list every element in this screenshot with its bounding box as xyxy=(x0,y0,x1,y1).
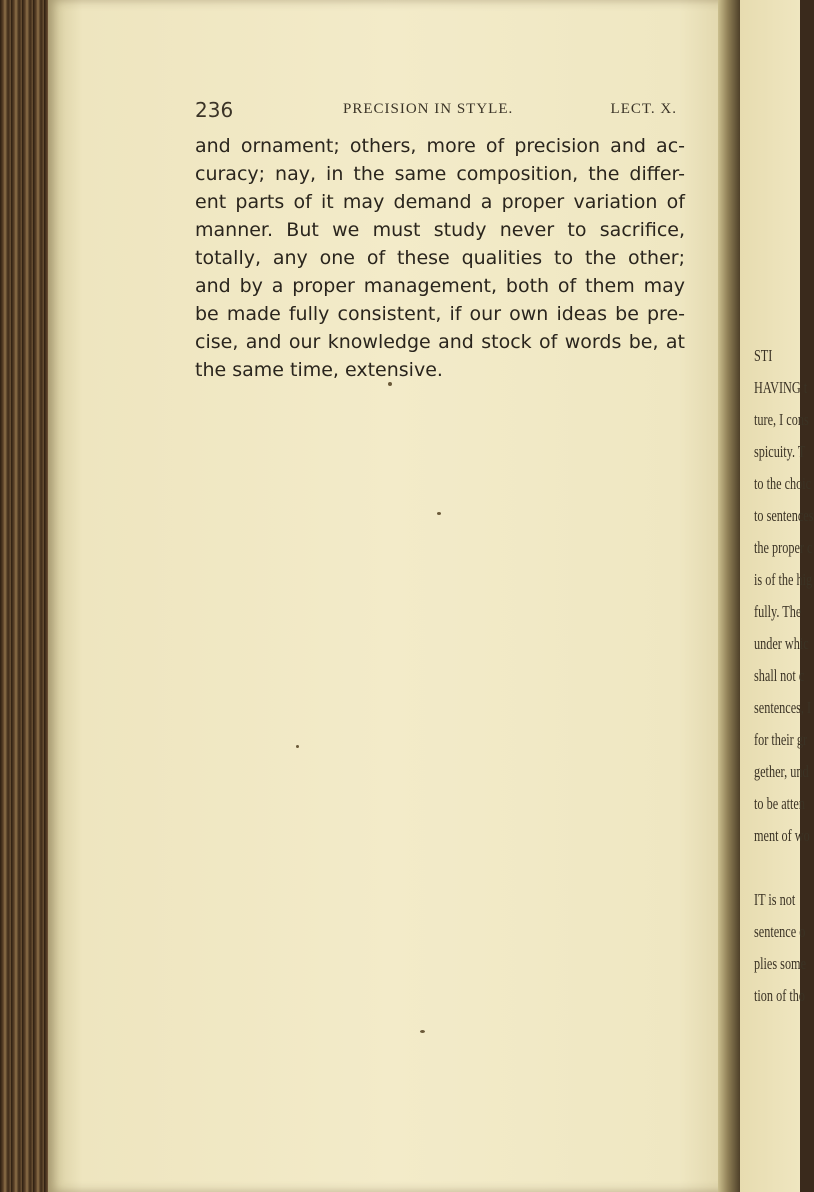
facing-line: tion of tho xyxy=(754,986,806,1005)
foxing-spot xyxy=(388,382,392,386)
facing-line xyxy=(754,852,797,884)
facing-page-text xyxy=(754,340,814,1012)
facing-line: fully. The xyxy=(754,602,802,621)
body-paragraph xyxy=(195,132,685,384)
facing-line: spicuity. T xyxy=(754,442,806,461)
facing-line: HAVING t xyxy=(754,378,808,397)
book-spine xyxy=(0,0,50,1192)
facing-line: sentence o xyxy=(754,922,806,941)
facing-line: gether, und xyxy=(754,762,809,781)
facing-line: sentences, I xyxy=(754,698,812,717)
facing-line: to the choic xyxy=(754,474,812,493)
page-gutter xyxy=(718,0,740,1192)
facing-line: to be atten xyxy=(754,794,805,813)
text-line: the same time, extensive. xyxy=(195,359,443,381)
facing-line: the proper c xyxy=(754,538,813,557)
foxing-spot xyxy=(296,745,299,748)
facing-line: is of the hig xyxy=(754,570,813,589)
foxing-spot xyxy=(420,1030,425,1033)
page-number: 236 xyxy=(195,98,234,122)
text-line: and by a proper management, both of them may xyxy=(195,275,685,297)
facing-line: shall not c xyxy=(754,666,805,685)
facing-line: for their gr xyxy=(754,730,808,749)
facing-line: to sentences xyxy=(754,506,814,525)
facing-line: ture, I cons xyxy=(754,410,809,429)
text-line: ent parts of it may demand a proper variation of xyxy=(195,191,685,213)
facing-line: under whic xyxy=(754,634,809,653)
facing-line: ment of wo xyxy=(754,826,810,845)
running-title: PRECISION IN STYLE. xyxy=(343,101,514,117)
lecture-label: LECT. X. xyxy=(610,101,677,117)
text-line: and ornament; others, more of precision and ac- xyxy=(195,135,685,157)
text-line: totally, any one of these qualities to the other; xyxy=(195,247,685,269)
text-line: be made fully consistent, if our own ideas be pre- xyxy=(195,303,685,325)
facing-line: IT is not xyxy=(754,890,796,909)
text-line: cise, and our knowledge and stock of words be, at xyxy=(195,331,685,353)
text-line: curacy; nay, in the same composition, the differ- xyxy=(195,163,685,185)
facing-line: STI xyxy=(754,346,773,365)
facing-line: plies some xyxy=(754,954,807,973)
running-header xyxy=(195,98,677,122)
text-line: manner. But we must study never to sacrifice, xyxy=(195,219,685,241)
foxing-spot xyxy=(437,512,441,515)
